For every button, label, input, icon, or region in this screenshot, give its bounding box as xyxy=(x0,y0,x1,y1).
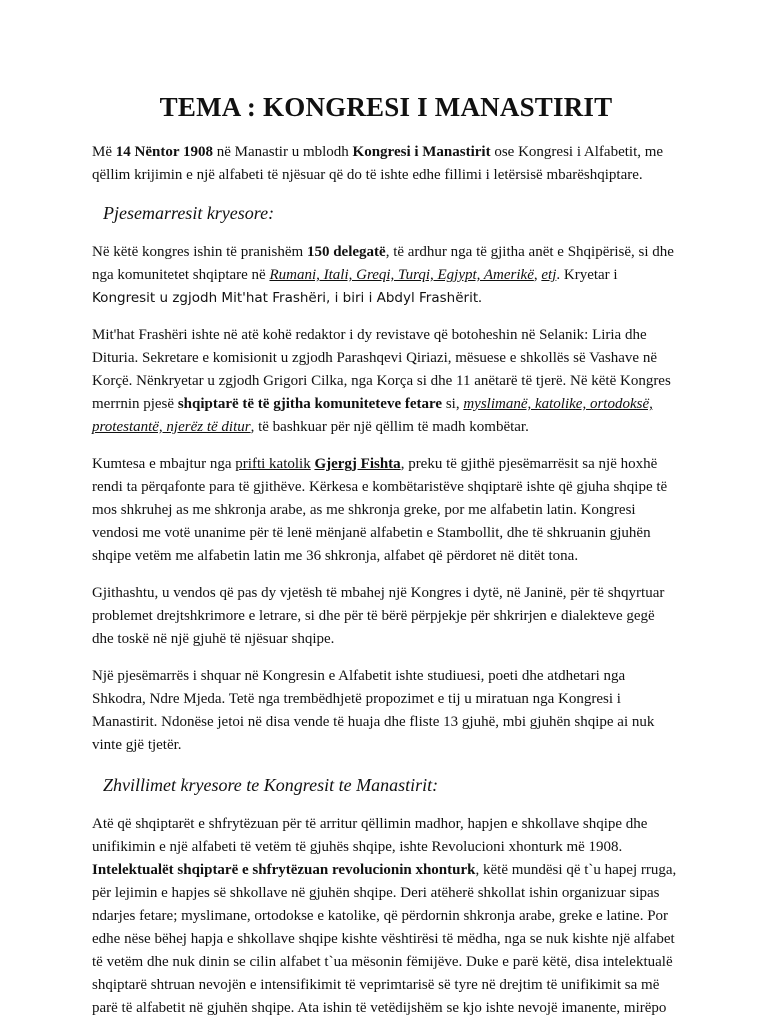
delegates-paragraph xyxy=(92,241,680,310)
mjeda-paragraph: Një pjesëmarrës i shquar në Kongresin e Alfabetit ishte studiuesi, poeti dhe atdhetari nga Shkodra, Ndre Mjeda. Tetë nga trembëdhjetë propozimet e tij u miratuan nga Kongresi i Manastirit. Ndonëse jetoi në disa vende të huaja dhe fliste 13 gjuhë, mbi gjuhën shqipe ai nuk vinte gjë tjetër. xyxy=(92,668,655,753)
revolution-paragraph xyxy=(92,813,680,1020)
intro-paragraph xyxy=(92,141,680,187)
etc-text: etj xyxy=(541,267,557,283)
p1-text-3: , xyxy=(533,267,542,283)
communities-text: shqiptarë të të gjitha komuniteteve fetare xyxy=(177,396,443,412)
second-congress-paragraph: Gjithashtu, u vendos që pas dy vjetësh të mbahej një Kongres i dytë, në Janinë, për të shqyrtuar problemet drejtshkrimore e letrare, si dhe për të bërë përpjekje për shkrirjen e dialekteve gegë dhe toskë në një gjuhë të njësuar shqipe. xyxy=(92,585,665,647)
p1-text-4: . Kryetar i xyxy=(556,267,618,283)
faiths-list: myslimanë, katolike, ortodoksë, protestantë, njerëz të ditur xyxy=(92,396,653,435)
p2-text-3: , të bashkuar për një qëllim të madh kombëtar. xyxy=(250,419,529,435)
developments-heading: Zhvillimet kryesore te Kongresit te Manastirit: xyxy=(103,775,439,795)
participants-heading: Pjesemarresit kryesore: xyxy=(103,203,275,223)
p6-text-1: Atë që shqiptarët e shfrytëzuan për të arritur qëllimin madhor, hapjen e shkollave shqipe dhe unifikimin e një alfabeti të vetëm të gjuhës shqipe, ishte Revolucioni xhonturk më 1908. xyxy=(92,816,648,855)
p2-text-1: Mit'hat Frashëri ishte në atë kohë redaktor i dy revistave që botoheshin në Selanik: Liria dhe Dituria. Sekretare e komisionit u zgjodh Parashqevi Qiriazi, mësuese e shkollës së Vashave në Korçë. Nënkryetar u zgjodh Grigori Cilka, nga Korça si dhe 11 anëtarë të tjerë. Në këtë Kongres merrnin pjesë xyxy=(92,327,671,412)
intro-text-3: ose Kongresi i Alfabetit, me qëllim krijimin e një alfabeti të njësuar që do të ishte edhe fillimi i letërsisë mbarëshqiptare. xyxy=(92,144,664,183)
p1-text-2: , të ardhur nga të gjitha anët e Shqipërisë, si dhe nga komunitetet shqiptare në xyxy=(92,244,674,283)
p1-text-6: . xyxy=(478,290,482,306)
p6-text-2: , këtë mundësi që t`u hapej rruga, për lejimin e hapjes së shkollave në gjuhën shqipe. Deri atëherë shkollat ishin organizuar sipas ndarjes fetare; myslimane, ortodokse e katolike, që përdornin shkronja arabe, greke e latine. Por edhe nëse bëhej hapja e shkollave shqipe kishte vështirësi të mëdha, nga se nuk kishte një alfabet të vetëm dhe nuk dinin se cilin alfabet t`ua mësonin fëmijëve. Duke e parë këtë, disa intelektualë shqiptarë shtruan nevojën e intensifikimit të veprimtarisë së tyre në drejtim të unifikimit sa më parë të alfabetit në gjuhën shqipe. Ata ishin të vetëdijshëm se kjo ishte nevojë imanente, mirëpo xyxy=(92,862,677,1016)
p2-text-2: si, xyxy=(442,396,464,412)
p3-text-3: , preku të gjithë pjesëmarrësit sa një hoxhë rendi ta përqafonte para të gjithëve. Kërkesa e kombëtaristëve shqiptarë ishte që gjuha shqipe të mos shkruhej as me shkronja arabe, as me shkronja greke, por me alfabetin latin. Kongresi vendosi me votë unanime për të lenë mënjanë alfabetin e Stambollit, dhe të shkruanin gjuhën shqipe vetëm me alfabetin latin me 36 shkronja, alfabet që përdoret në ditët tona. xyxy=(92,456,668,564)
leadership-paragraph xyxy=(92,324,680,439)
p1-text-1: Në këtë kongres ishin të pranishëm xyxy=(92,244,307,260)
intro-text-2: në Manastir u mblodh xyxy=(212,144,353,160)
intro-text-1: Më xyxy=(92,144,116,160)
intellectuals-text: Intelektualët shqiptarë e shfrytëzuan revolucionin xhonturk xyxy=(92,862,476,878)
countries-list: Rumani, Itali, Greqi, Turqi, Egjypt, Amerikë xyxy=(269,267,534,283)
congress-date: 14 Nëntor 1908 xyxy=(115,144,213,160)
fishta-link[interactable]: Gjergj Fishta xyxy=(314,456,401,472)
fishta-paragraph xyxy=(92,453,680,568)
document-title: TEMA : KONGRESI I MANASTIRIT xyxy=(159,92,613,122)
president-text: Kongresit u zgjodh Mit'hat Frashëri, i biri i Abdyl Frashërit xyxy=(92,290,479,306)
priest-link[interactable]: prifti katolik xyxy=(235,456,311,472)
congress-name: Kongresi i Manastirit xyxy=(352,144,491,160)
delegates-count: 150 delegatë xyxy=(306,244,386,260)
p3-text-1: Kumtesa e mbajtur nga xyxy=(92,456,236,472)
